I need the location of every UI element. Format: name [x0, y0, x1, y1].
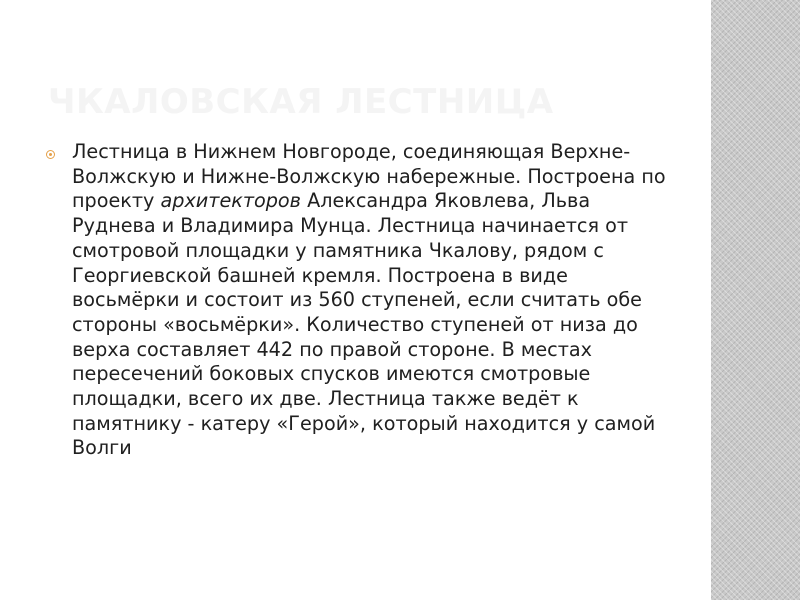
bullet-text-part-2: Александра Яковлева, Льва Руднева и Владимира Мунца. Лестница начинается от смотровой площадки у памятника Чкалову, рядом с Георгиевской башней кремля. Построена в виде восьмёрки и состоит из 560 ступеней, если считать обе стороны «восьмёрки». Количество ступеней от низа до верха составляет 442 по правой стороне. В местах пересечений боковых спусков имеются смотровые площадки, всего их две. Лестница также ведёт к памятнику - катеру «Герой», который находится у самой Волги: [72, 189, 656, 460]
bullet-text: [72, 140, 672, 461]
bullet-text-italic: архитекторов: [160, 189, 301, 213]
slide-title: ЧКАЛОВСКАЯ ЛЕСТНИЦА: [48, 82, 554, 122]
bullet-text-part-1: Лестница в Нижнем Новгороде, соединяющая Верхне-Волжскую и Нижне-Волжскую набережные. Построена по проекту: [72, 140, 666, 213]
decorative-side-strip: [711, 0, 800, 600]
bullet-icon: [46, 150, 55, 159]
